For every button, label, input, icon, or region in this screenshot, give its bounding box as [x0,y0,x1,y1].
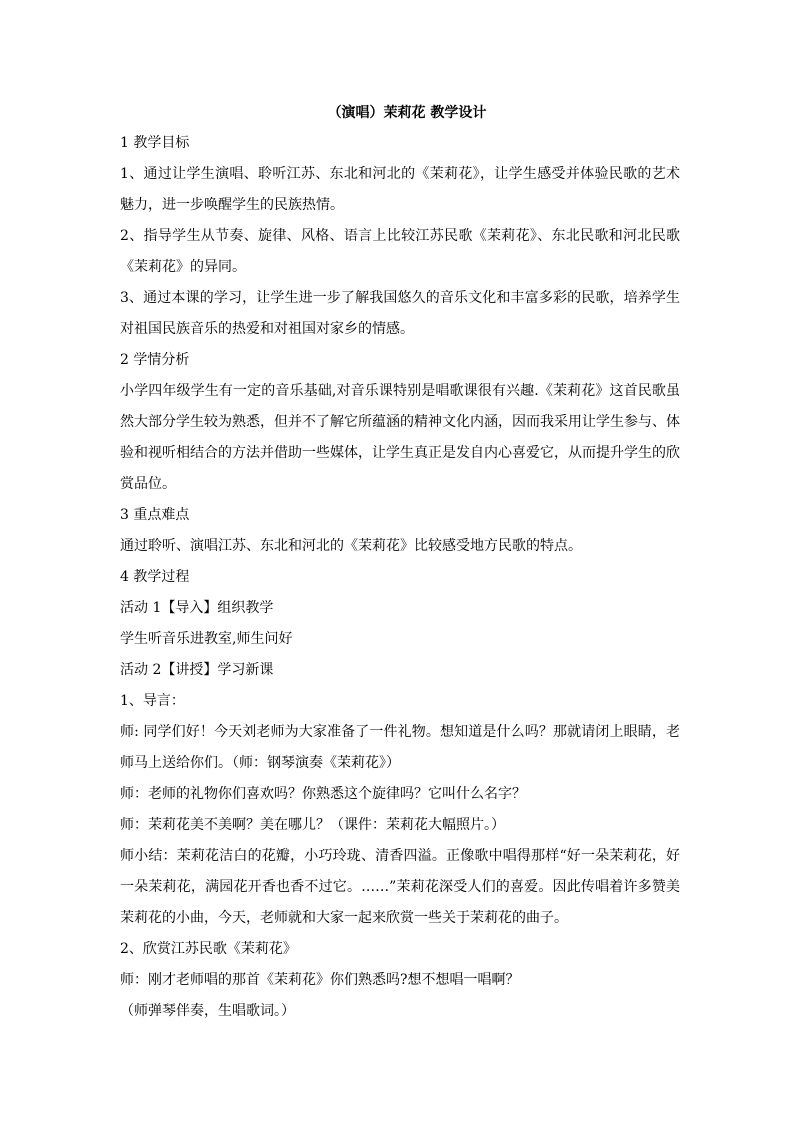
teacher-line-2: 师：老师的礼物你们喜欢吗？你熟悉这个旋律吗？它叫什么名字？ [120,786,526,802]
activity-1-heading: 活动 1【导入】组织教学 [120,600,274,616]
teacher-line-4: 师：刚才老师唱的那首《茉莉花》你们熟悉吗?想不想唱一唱啊？ [120,972,520,988]
heading-teaching-process: 4 教学过程 [120,569,190,585]
stage-direction: （师弹琴伴奏，生唱歌词。） [120,1003,295,1019]
appreciation-heading: 2、欣赏江苏民歌《茉莉花》 [120,941,297,957]
goal-item-2: 2、指导学生从节奏、旋律、风格、语言上比较江苏民歌《茉莉花》、东北民歌和河北民歌《茉莉花》的异同。 [120,228,680,275]
document-body [120,98,680,1027]
activity-2-heading: 活动 2【讲授】学习新课 [120,662,274,678]
goal-item-3: 3、通过本课的学习，让学生进一步了解我国悠久的音乐文化和丰富多彩的民歌，培养学生对祖国民族音乐的热爱和对祖国对家乡的情感。 [120,290,680,337]
student-analysis-text: 小学四年级学生有一定的音乐基础,对音乐课特别是唱歌课很有兴趣.《茉莉花》这首民歌虽然大部分学生较为熟悉，但并不了解它所蕴涵的精神文化内涵，因而我采用让学生参与、体验和视听相结合的方法并借助一些媒体，让学生真正是发自内心喜爱它，从而提升学生的欣赏品位。 [120,383,680,492]
teacher-summary: 师小结：茉莉花洁白的花瓣，小巧玲珑、清香四溢。正像歌中唱得那样“好一朵茉莉花，好一朵茉莉花，满园花开香也香不过它。……”茉莉花深受人们的喜爱。因此传唱着许多赞美茉莉花的小曲，今天，老师就和大家一起来欣赏一些关于茉莉花的曲子。 [120,848,680,926]
document-title: （演唱）茉莉花 教学设计 [327,105,487,121]
intro-heading: 1、导言： [120,693,185,709]
heading-teaching-goals: 1 教学目标 [120,135,190,151]
heading-key-points: 3 重点难点 [120,507,190,523]
key-points-text: 通过聆听、演唱江苏、东北和河北的《茉莉花》比较感受地方民歌的特点。 [120,538,582,554]
heading-student-analysis: 2 学情分析 [120,352,190,368]
teacher-line-1: 师: 同学们好！今天刘老师为大家准备了一件礼物。想知道是什么吗？那就请闭上眼睛，老师马上送给你们。（师：钢琴演奏《茉莉花》） [120,724,680,771]
teacher-line-3: 师：茉莉花美不美啊？美在哪儿？（课件：茉莉花大幅照片。） [120,817,505,833]
activity-1-text: 学生听音乐进教室,师生问好 [120,631,293,647]
goal-item-1: 1、通过让学生演唱、聆听江苏、东北和河北的《茉莉花》，让学生感受并体验民歌的艺术魅力，进一步唤醒学生的民族热情。 [120,166,680,213]
